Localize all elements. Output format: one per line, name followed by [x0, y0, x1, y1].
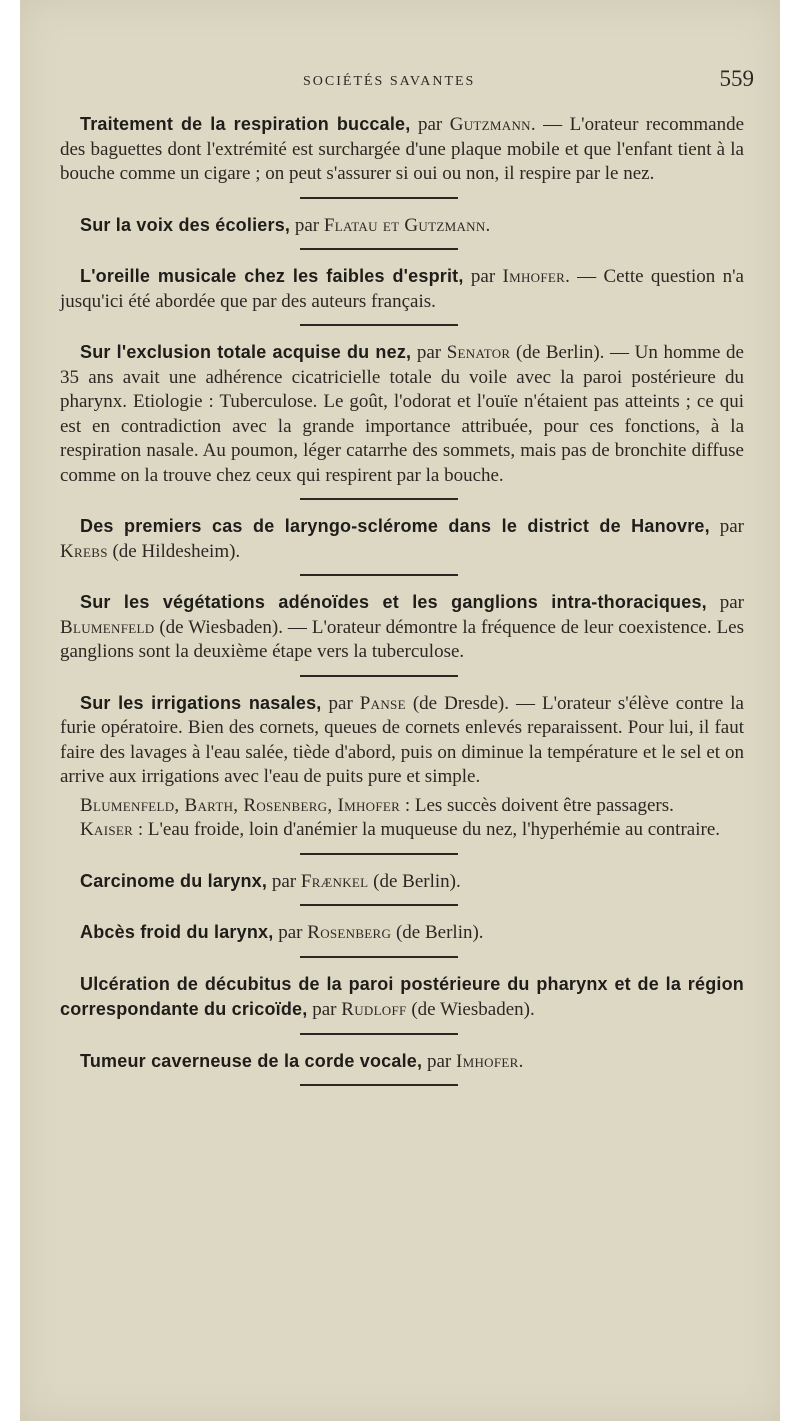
by-word: par	[267, 870, 301, 892]
section-oreille-musicale	[60, 264, 744, 314]
section-text: (de Berlin).	[391, 922, 484, 943]
section-author: Imhofer	[456, 1050, 519, 1072]
by-word: par	[410, 114, 450, 135]
section-divider	[300, 324, 458, 326]
section-text: . — L'orateur recommande des baguettes dont l'extrémité est surchargée d'une plaque mobile et que l'enfant tient à la bouche comme un cigare ; on peut s'assurer si oui ou non, il respire par le nez.	[60, 114, 745, 184]
by-word: par	[411, 342, 447, 363]
by-word: par	[290, 214, 324, 236]
section-divider	[300, 675, 458, 677]
page-body	[60, 112, 744, 1100]
section-author: Flatau et Gutzmann	[323, 214, 486, 236]
section-ulceration-decubitus	[60, 972, 744, 1023]
by-word: par	[706, 592, 745, 613]
discussion-text: : L'eau froide, loin d'anémier la muqueuse du nez, l'hyperhémie au contraire.	[133, 819, 720, 840]
section-title: Des premiers cas de laryngo-sclérome dans le district de Hanovre,	[80, 516, 710, 536]
section-text: (de Hildesheim).	[107, 540, 241, 562]
section-divider	[300, 248, 458, 250]
by-word: par	[273, 922, 308, 943]
section-title: Carcinome du larynx,	[80, 870, 268, 891]
section-author: Panse	[359, 692, 406, 714]
section-irrigations-nasales	[60, 691, 744, 790]
section-voix-ecoliers	[60, 213, 744, 239]
section-title: Tumeur caverneuse de la corde vocale,	[80, 1050, 423, 1071]
running-title: SOCIÉTÉS SAVANTES	[303, 74, 476, 89]
section-author: Blumenfeld	[60, 616, 155, 638]
section-author: Krebs	[60, 540, 108, 562]
discussion-entry	[60, 818, 744, 843]
section-abces-froid	[60, 920, 744, 946]
section-author: Gutzmann	[449, 114, 531, 135]
section-divider	[300, 574, 458, 576]
section-text: .	[485, 214, 491, 236]
page-number: 559	[719, 66, 754, 91]
section-divider	[300, 197, 458, 199]
section-text: .	[518, 1050, 524, 1072]
section-laryngo-sclerome	[60, 514, 744, 564]
by-word: par	[463, 266, 503, 287]
section-divider	[300, 853, 458, 855]
discussion-text: : Les succès doivent être passagers.	[400, 794, 674, 816]
section-text: (de Berlin).	[368, 870, 461, 892]
section-divider	[300, 904, 458, 906]
by-word: par	[422, 1050, 456, 1072]
section-title: L'oreille musicale chez les faibles d'esprit,	[80, 266, 464, 286]
section-tumeur-caverneuse	[60, 1049, 744, 1075]
section-divider	[300, 498, 458, 500]
section-divider	[300, 1033, 458, 1035]
section-text: (de Wiesbaden).	[406, 999, 535, 1020]
section-author: Senator	[446, 342, 511, 363]
book-page	[20, 0, 780, 1421]
section-title: Abcès froid du larynx,	[80, 922, 274, 942]
section-title: Traitement de la respiration buccale,	[80, 114, 411, 134]
section-title: Ulcération de décubitus de la paroi postérieure du pharynx et de la région correspondante du cricoïde,	[60, 973, 744, 1019]
section-vegetations-adenoides	[60, 590, 744, 665]
by-word: par	[709, 516, 744, 537]
running-head	[20, 66, 780, 96]
section-text: . — Cette question n'a jusqu'ici été abordée que par des auteurs français.	[60, 266, 744, 312]
discussion-speakers: Kaiser	[80, 819, 134, 840]
section-title: Sur l'exclusion totale acquise du nez,	[80, 342, 412, 362]
section-divider	[300, 1084, 458, 1086]
section-title: Sur les irrigations nasales,	[80, 692, 322, 713]
section-divider	[300, 956, 458, 958]
section-exclusion-nez	[60, 340, 744, 488]
section-title: Sur la voix des écoliers,	[80, 214, 291, 235]
discussion-entry	[60, 794, 744, 819]
by-word: par	[321, 692, 360, 714]
section-author: Rosenberg	[307, 922, 392, 943]
discussion-speakers: Blumenfeld, Barth, Rosenberg, Imhofer	[80, 794, 401, 816]
by-word: par	[307, 999, 342, 1020]
section-text: (de Wiesbaden). — L'orateur démontre la fréquence de leur coexistence. Les ganglions sont la deuxième étape vers la tuberculose.	[60, 616, 744, 662]
section-title: Sur les végétations adénoïdes et les ganglions intra-thoraciques,	[80, 592, 707, 612]
section-author: Frænkel	[300, 870, 369, 892]
section-respiration-buccale	[60, 112, 744, 187]
section-text: (de Berlin). — Un homme de 35 ans avait une adhérence cicatricielle totale du voile avec la paroi postérieure du pharynx. Etiologie : Tuberculose. Le goût, l'odorat et l'ouïe n'étaient pas atteints ; ce qui est en contradiction avec la grande importance attribuée, pour ces fonctions, à la respiration nasale. Au poumon, léger catarrhe des sommets, mais pas de bronchite diffuse comme on la trouve chez ceux qui respirent par la bouche.	[60, 342, 744, 486]
section-carcinome-larynx	[60, 869, 744, 895]
section-author: Imhofer	[502, 266, 566, 287]
section-author: Rudloff	[341, 999, 407, 1020]
section-text: (de Dresde). — L'orateur s'élève contre la furie opératoire. Bien des cornets, queues de cornets enlevés reparaissent. Pour lui, il faut faire des lavages à l'eau salée, tiède d'abord, puis on diminue la température et le sel et on arrive aux irrigations avec l'eau de puits pure et simple.	[60, 692, 744, 787]
